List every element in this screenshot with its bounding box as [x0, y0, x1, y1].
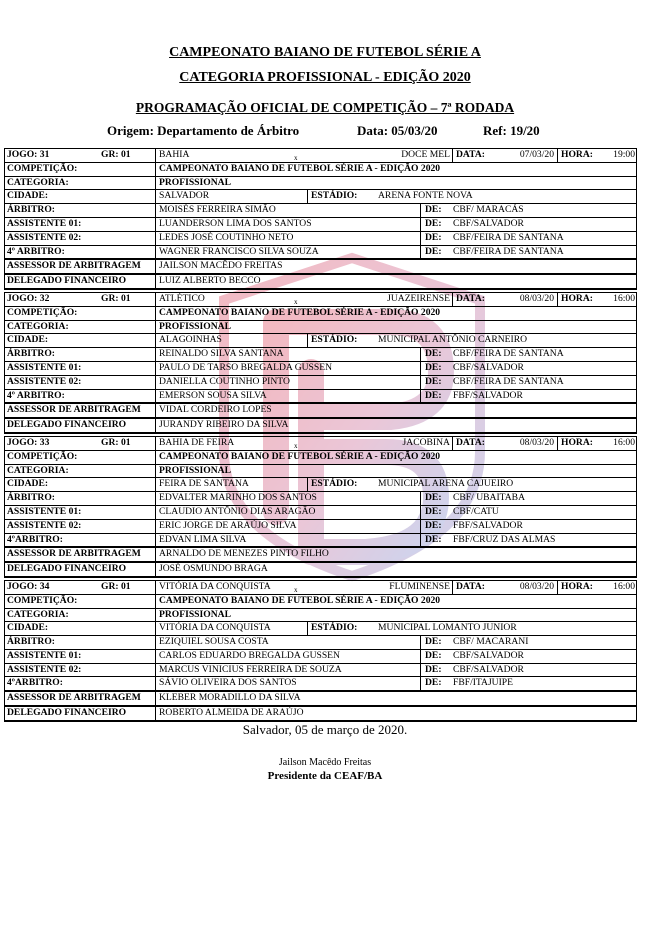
official-name: EDVAN LIMA SILVA — [156, 534, 421, 547]
official-name: CARLOS EDUARDO BREGALDA GUSSEN — [156, 650, 421, 663]
official-from-label: DE: — [425, 636, 442, 648]
official-row — [4, 677, 637, 692]
delegate-label: DELEGADO FINANCEIRO — [5, 563, 156, 576]
official-from: CBF/FEIRA DE SANTANA — [453, 245, 564, 257]
official-from: CBF/FEIRA DE SANTANA — [453, 348, 564, 360]
official-from: CBF/ UBAITABA — [453, 492, 525, 504]
stadium-label: ESTÁDIO: — [311, 478, 358, 490]
stadium-label: ESTÁDIO: — [311, 622, 358, 634]
game-block — [4, 148, 637, 290]
official-name: EDVALTER MARINHO DOS SANTOS — [156, 492, 421, 505]
city-label: CIDADE: — [5, 334, 156, 347]
stadium-label: ESTÁDIO: — [311, 190, 358, 202]
versus-mark: x — [294, 441, 298, 450]
delegate-row — [4, 563, 637, 578]
match-cell — [156, 149, 452, 162]
versus-mark: x — [294, 154, 298, 162]
official-role: ÁRBITRO: — [5, 204, 156, 217]
assessor-name: VIDAL CORDEIRO LOPES — [159, 404, 272, 416]
category-row — [4, 609, 637, 623]
official-role: ASSISTENTE 01: — [5, 650, 156, 663]
home-team: VITÓRIA DA CONQUISTA — [159, 580, 271, 592]
official-name: EZIQUIEL SOUSA COSTA — [156, 636, 421, 649]
city-value: SALVADOR — [156, 190, 308, 203]
game-header-row — [4, 580, 637, 595]
official-name: ERIC JORGE DE ARAÚJO SILVA — [156, 520, 421, 533]
official-from-label: DE: — [425, 492, 442, 504]
official-from-label: DE: — [425, 245, 442, 257]
delegate-name: JOSÉ OSMUNDO BRAGA — [159, 563, 268, 575]
official-from-label: DE: — [425, 389, 442, 401]
game-block — [4, 436, 637, 578]
home-team: BAHIA DE FEIRA — [159, 436, 235, 448]
delegate-name: LUIZ ALBERTO BECCO — [159, 275, 261, 287]
category-label: CATEGORIA: — [5, 321, 156, 334]
official-name: EMERSON SOUSA SILVA — [156, 390, 421, 403]
official-from: FBF/SALVADOR — [453, 519, 523, 531]
official-from-label: DE: — [425, 533, 442, 545]
delegate-name: ROBERTO ALMEIDA DE ARAÚJO — [159, 707, 304, 719]
category-label: CATEGORIA: — [5, 609, 156, 622]
official-row — [4, 520, 637, 534]
official-from: CBF/CATU — [453, 505, 499, 517]
official-role: ASSISTENTE 01: — [5, 218, 156, 231]
competition-label: COMPETIÇÃO: — [5, 595, 156, 608]
official-name: MARCUS VINICIUS FERREIRA DE SOUZA — [156, 664, 421, 677]
home-team: ATLÉTICO — [159, 292, 205, 304]
official-role: 4º ARBITRO: — [5, 390, 156, 403]
official-role: ASSISTENTE 02: — [5, 520, 156, 533]
official-name: CLAUDIO ANTÔNIO DIAS ARAGÃO — [156, 506, 421, 519]
city-value: VITÓRIA DA CONQUISTA — [156, 622, 308, 635]
official-role: ASSISTENTE 01: — [5, 362, 156, 375]
match-cell — [156, 293, 452, 306]
game-block — [4, 580, 637, 722]
assessor-row — [4, 692, 637, 707]
stadium-value: MUNICIPAL ANTÔNIO CARNEIRO — [378, 334, 528, 346]
time-label: HORA: — [561, 580, 593, 592]
category-row — [4, 177, 637, 191]
assessor-row — [4, 260, 637, 275]
official-row — [4, 534, 637, 549]
official-from: CBF/ MACARANI — [453, 636, 529, 648]
stadium-label: ESTÁDIO: — [311, 334, 358, 346]
game-header-row — [4, 148, 637, 163]
competition-value: CAMPEONATO BAIANO DE FUTEBOL SÉRIE A - EDIÇÃO 2020 — [159, 594, 441, 606]
official-from-label: DE: — [425, 663, 442, 675]
versus-mark: x — [294, 297, 298, 306]
competition-value: CAMPEONATO BAIANO DE FUTEBOL SÉRIE A - EDIÇÃO 2020 — [159, 450, 441, 462]
competition-row — [4, 451, 637, 465]
game-date: 08/03/20 — [496, 293, 558, 306]
competition-value: CAMPEONATO BAIANO DE FUTEBOL SÉRIE A - EDIÇÃO 2020 — [159, 306, 441, 318]
competition-label: COMPETIÇÃO: — [5, 163, 156, 176]
city-row — [4, 334, 637, 348]
official-row — [4, 246, 637, 261]
city-value: ALAGOINHAS — [156, 334, 308, 347]
official-from: CBF/ MARACÁS — [453, 204, 524, 216]
official-role: ASSISTENTE 01: — [5, 506, 156, 519]
document-ref: Ref: 19/20 — [483, 123, 540, 138]
delegate-row — [4, 275, 637, 290]
game-date: 08/03/20 — [496, 437, 558, 450]
official-from: CBF/SALVADOR — [453, 649, 524, 661]
official-role: ÁRBITRO: — [5, 348, 156, 361]
away-team: DOCE MEL — [401, 149, 450, 160]
official-name: LUANDERSON LIMA DOS SANTOS — [156, 218, 421, 231]
official-from-label: DE: — [425, 505, 442, 517]
official-role: ASSISTENTE 02: — [5, 376, 156, 389]
away-team: JUAZEIRENSE — [387, 292, 450, 304]
official-from: FBF/CRUZ DAS ALMAS — [453, 533, 556, 545]
assessor-label: ASSESSOR DE ARBITRAGEM — [5, 404, 156, 417]
game-group: GR: 01 — [101, 437, 156, 450]
official-role: ASSISTENTE 02: — [5, 664, 156, 677]
official-from: FBF/SALVADOR — [453, 389, 523, 401]
game-header-row — [4, 436, 637, 451]
official-from-label: DE: — [425, 677, 442, 689]
official-name: SÁVIO OLIVEIRA DOS SANTOS — [156, 677, 421, 690]
assessor-label: ASSESSOR DE ARBITRAGEM — [5, 548, 156, 561]
category-label: CATEGORIA: — [5, 465, 156, 478]
city-row — [4, 622, 637, 636]
time-label: HORA: — [561, 436, 593, 448]
away-team: FLUMINENSE — [389, 580, 450, 592]
delegate-label: DELEGADO FINANCEIRO — [5, 707, 156, 720]
game-block — [4, 292, 637, 434]
game-header-row — [4, 292, 637, 307]
game-group: GR: 01 — [101, 149, 156, 162]
date-label: DATA: — [452, 437, 496, 450]
game-date: 07/03/20 — [496, 149, 558, 162]
category-label: CATEGORIA: — [5, 177, 156, 190]
signer-role: Presidente da CEAF/BA — [267, 770, 383, 782]
official-row — [4, 362, 637, 376]
city-label: CIDADE: — [5, 190, 156, 203]
origin-text: Origem: Departamento de Árbitro — [107, 123, 300, 138]
official-from: CBF/FEIRA DE SANTANA — [453, 375, 564, 387]
delegate-name: JURANDY RIBEIRO DA SILVA — [159, 419, 289, 431]
official-from-label: DE: — [425, 217, 442, 229]
document-date: Data: 05/03/20 — [357, 123, 438, 138]
official-row — [4, 492, 637, 506]
stadium-value: MUNICIPAL LOMANTO JUNIOR — [378, 622, 517, 634]
document-heading: PROGRAMAÇÃO OFICIAL DE COMPETIÇÃO – 7ª RODADA — [135, 100, 515, 115]
stadium-value: ARENA FONTE NOVA — [378, 190, 473, 202]
assessor-row — [4, 404, 637, 419]
game-group: GR: 01 — [101, 581, 156, 594]
city-label: CIDADE: — [5, 622, 156, 635]
official-name: DANIELLA COUTINHO PINTO — [156, 376, 421, 389]
official-row — [4, 204, 637, 218]
official-from-label: DE: — [425, 231, 442, 243]
city-value: FEIRA DE SANTANA — [156, 478, 308, 491]
official-row — [4, 650, 637, 664]
game-number: JOGO: 34 — [7, 580, 50, 592]
date-label: DATA: — [452, 293, 496, 306]
official-row — [4, 390, 637, 405]
home-team: BAHIA — [159, 149, 190, 160]
date-label: DATA: — [452, 149, 496, 162]
assessor-name: ARNALDO DE MENEZES PINTO FILHO — [159, 548, 329, 560]
delegate-row — [4, 419, 637, 434]
game-date: 08/03/20 — [496, 581, 558, 594]
game-time: 16:00 — [613, 436, 635, 448]
assessor-label: ASSESSOR DE ARBITRAGEM — [5, 260, 156, 273]
official-from: CBF/SALVADOR — [453, 361, 524, 373]
delegate-label: DELEGADO FINANCEIRO — [5, 419, 156, 432]
official-row — [4, 376, 637, 390]
official-row — [4, 218, 637, 232]
category-row — [4, 321, 637, 335]
official-role: ÁRBITRO: — [5, 492, 156, 505]
official-from-label: DE: — [425, 649, 442, 661]
stadium-value: MUNICIPAL ARENA CAJUEIRO — [378, 478, 514, 490]
assessor-name: JAILSON MACÊDO FREITAS — [159, 260, 283, 272]
official-row — [4, 348, 637, 362]
game-time: 16:00 — [613, 292, 635, 304]
competition-row — [4, 163, 637, 177]
match-cell — [156, 437, 452, 450]
city-label: CIDADE: — [5, 478, 156, 491]
official-role: 4ºARBITRO: — [5, 677, 156, 690]
time-label: HORA: — [561, 292, 593, 304]
official-role: 4ºARBITRO: — [5, 534, 156, 547]
game-time: 16:00 — [613, 580, 635, 592]
official-row — [4, 664, 637, 678]
category-value: PROFISSIONAL — [159, 176, 231, 188]
official-name: MOISÉS FERREIRA SIMÃO — [156, 204, 421, 217]
away-team: JACOBINA — [402, 436, 450, 448]
game-number: JOGO: 32 — [7, 292, 50, 304]
match-cell — [156, 581, 452, 594]
competition-label: COMPETIÇÃO: — [5, 451, 156, 464]
game-number: JOGO: 31 — [7, 149, 50, 160]
signer-name: Jailson Macêdo Freitas — [278, 757, 372, 768]
competition-value: CAMPEONATO BAIANO DE FUTEBOL SÉRIE A - EDIÇÃO 2020 — [159, 162, 441, 174]
city-row — [4, 190, 637, 204]
category-value: PROFISSIONAL — [159, 320, 231, 332]
official-name: PAULO DE TARSO BREGALDA GUSSEN — [156, 362, 421, 375]
official-from-label: DE: — [425, 361, 442, 373]
assessor-row — [4, 548, 637, 563]
official-from: CBF/SALVADOR — [453, 663, 524, 675]
official-name: LEDES JOSÉ COUTINHO NETO — [156, 232, 421, 245]
category-row — [4, 465, 637, 479]
versus-mark: x — [294, 585, 298, 594]
document-title: CAMPEONATO BAIANO DE FUTEBOL SÉRIE A — [169, 45, 481, 60]
category-value: PROFISSIONAL — [159, 464, 231, 476]
official-name: WAGNER FRANCISCO SILVA SOUZA — [156, 246, 421, 259]
delegate-label: DELEGADO FINANCEIRO — [5, 275, 156, 288]
official-row — [4, 506, 637, 520]
city-row — [4, 478, 637, 492]
official-role: ASSISTENTE 02: — [5, 232, 156, 245]
document-subtitle: CATEGORIA PROFISSIONAL - EDIÇÃO 2020 — [179, 70, 471, 85]
official-row — [4, 232, 637, 246]
time-label: HORA: — [561, 149, 593, 160]
official-row — [4, 636, 637, 650]
official-role: ÁRBITRO: — [5, 636, 156, 649]
place-date: Salvador, 05 de março de 2020. — [242, 722, 408, 737]
official-from: CBF/FEIRA DE SANTANA — [453, 231, 564, 243]
delegate-row — [4, 707, 637, 722]
game-number: JOGO: 33 — [7, 436, 50, 448]
official-from: FBF/ITAJUIPE — [453, 677, 514, 689]
games-table — [4, 148, 637, 724]
official-from-label: DE: — [425, 204, 442, 216]
game-group: GR: 01 — [101, 293, 156, 306]
official-from-label: DE: — [425, 348, 442, 360]
competition-label: COMPETIÇÃO: — [5, 307, 156, 320]
official-role: 4º ARBITRO: — [5, 246, 156, 259]
category-value: PROFISSIONAL — [159, 608, 231, 620]
competition-row — [4, 595, 637, 609]
official-from-label: DE: — [425, 375, 442, 387]
date-label: DATA: — [452, 581, 496, 594]
official-from: CBF/SALVADOR — [453, 217, 524, 229]
game-time: 19:00 — [613, 149, 635, 160]
assessor-label: ASSESSOR DE ARBITRAGEM — [5, 692, 156, 705]
official-name: REINALDO SILVA SANTANA — [156, 348, 421, 361]
official-from-label: DE: — [425, 519, 442, 531]
competition-row — [4, 307, 637, 321]
assessor-name: KLEBER MORADILLO DA SILVA — [159, 692, 301, 704]
